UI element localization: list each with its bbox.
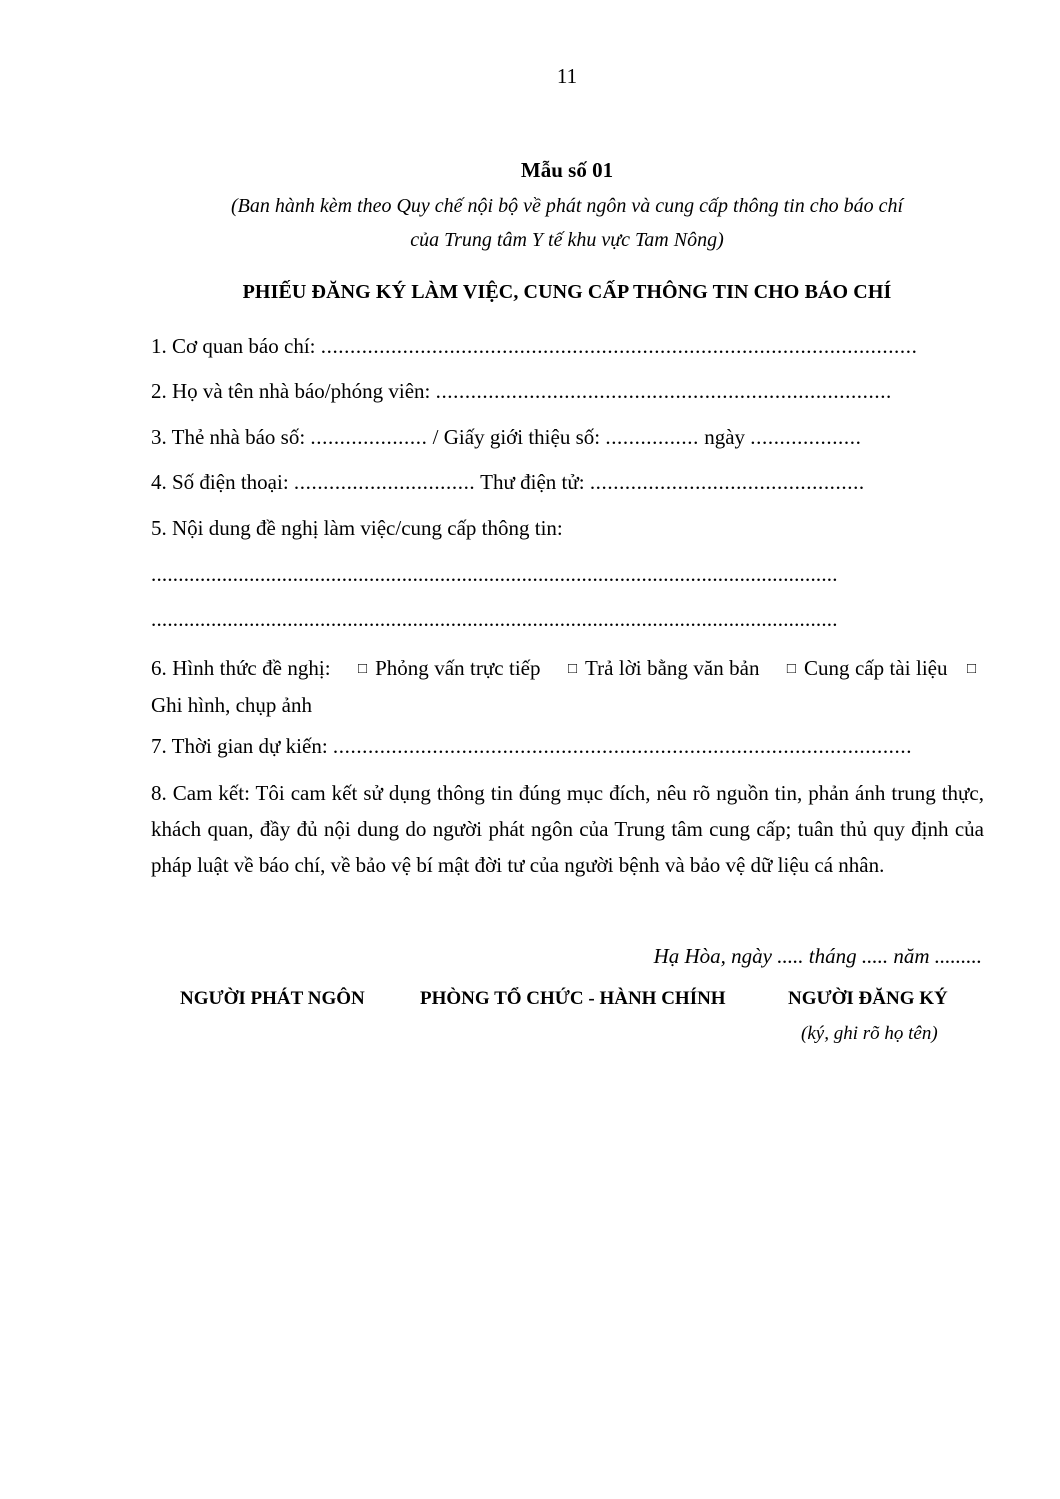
agency-dots: ...................................................................................................... [320, 334, 918, 358]
reporter-dots: .............................................................................. [435, 379, 892, 403]
page-number: 11 [556, 64, 578, 88]
checkbox-icon: □ [966, 661, 976, 677]
option-interview-label: Phỏng vấn trực tiếp [375, 656, 541, 680]
agency-label: 1. Cơ quan báo chí: [151, 334, 316, 358]
date-place: Hạ Hòa, ngày ..... tháng ..... năm ......... [653, 944, 982, 968]
signature-spokesperson: NGƯỜI PHÁT NGÔN [180, 988, 365, 1009]
reporter-label: 2. Họ và tên nhà báo/phóng viên: [151, 379, 431, 403]
letter-label: / Giấy giới thiệu số: [432, 425, 601, 449]
option-written-reply-label: Trả lời bằng văn bản [585, 656, 760, 680]
field-agency [151, 334, 917, 359]
field-card [151, 425, 861, 450]
field-phone [151, 470, 865, 495]
phone-label: 4. Số điện thoại: [151, 470, 289, 494]
checkbox-icon: □ [358, 661, 368, 677]
option-interview[interactable] [358, 656, 540, 680]
letter-dots: ................ [605, 425, 699, 449]
date-dots: ................... [750, 425, 862, 449]
content-line-1: .............................................................................................................................. [151, 562, 838, 586]
checkbox-icon: □ [567, 661, 578, 677]
email-dots: ............................................... [589, 470, 865, 494]
phone-dots: ............................... [293, 470, 476, 494]
email-label: Thư điện tử: [480, 470, 585, 494]
time-label: 7. Thời gian dự kiến: [151, 734, 328, 758]
option-written-reply[interactable] [568, 656, 760, 680]
content-line-2: .............................................................................................................................. [151, 607, 838, 631]
subtitle-line-2: của Trung tâm Y tế khu vực Tam Nông) [410, 229, 724, 251]
card-label: 3. Thẻ nhà báo số: [151, 425, 306, 449]
option-documents[interactable] [787, 656, 948, 680]
field-reporter [151, 379, 892, 404]
form-code: Mẫu số 01 [520, 158, 614, 182]
request-form-options [151, 650, 984, 723]
form-label: 6. Hình thức đề nghị: [151, 656, 331, 680]
signature-registrant: NGƯỜI ĐĂNG KÝ [788, 988, 948, 1009]
form-title: PHIẾU ĐĂNG KÝ LÀM VIỆC, CUNG CẤP THÔNG TIN CHO BÁO CHÍ [242, 281, 892, 303]
content-label: 5. Nội dung đề nghị làm việc/cung cấp thông tin: [151, 516, 563, 540]
card-dots: .................... [310, 425, 428, 449]
date-label: ngày [704, 425, 746, 449]
subtitle-line-1: (Ban hành kèm theo Quy chế nội bộ về phát ngôn và cung cấp thông tin cho báo chí [230, 195, 904, 217]
signature-registrant-note: (ký, ghi rõ họ tên) [801, 1023, 938, 1044]
option-recording-label: Ghi hình, chụp ảnh [151, 693, 312, 717]
checkbox-icon: □ [786, 661, 796, 677]
field-time [151, 734, 912, 759]
option-documents-label: Cung cấp tài liệu [803, 656, 948, 680]
signature-admin-office: PHÒNG TỔ CHỨC - HÀNH CHÍNH [420, 988, 726, 1009]
commitment-text: 8. Cam kết: Tôi cam kết sử dụng thông tin đúng mục đích, nêu rõ nguồn tin, phản ánh trung thực, khách quan, đầy đủ nội dung do người phát ngôn của Trung tâm cung cấp; tuân thủ quy định của pháp luật về báo chí, về bảo vệ bí mật đời tư của người bệnh và bảo vệ dữ liệu cá nhân. [151, 781, 984, 877]
time-dots: ................................................................................................... [332, 734, 913, 758]
